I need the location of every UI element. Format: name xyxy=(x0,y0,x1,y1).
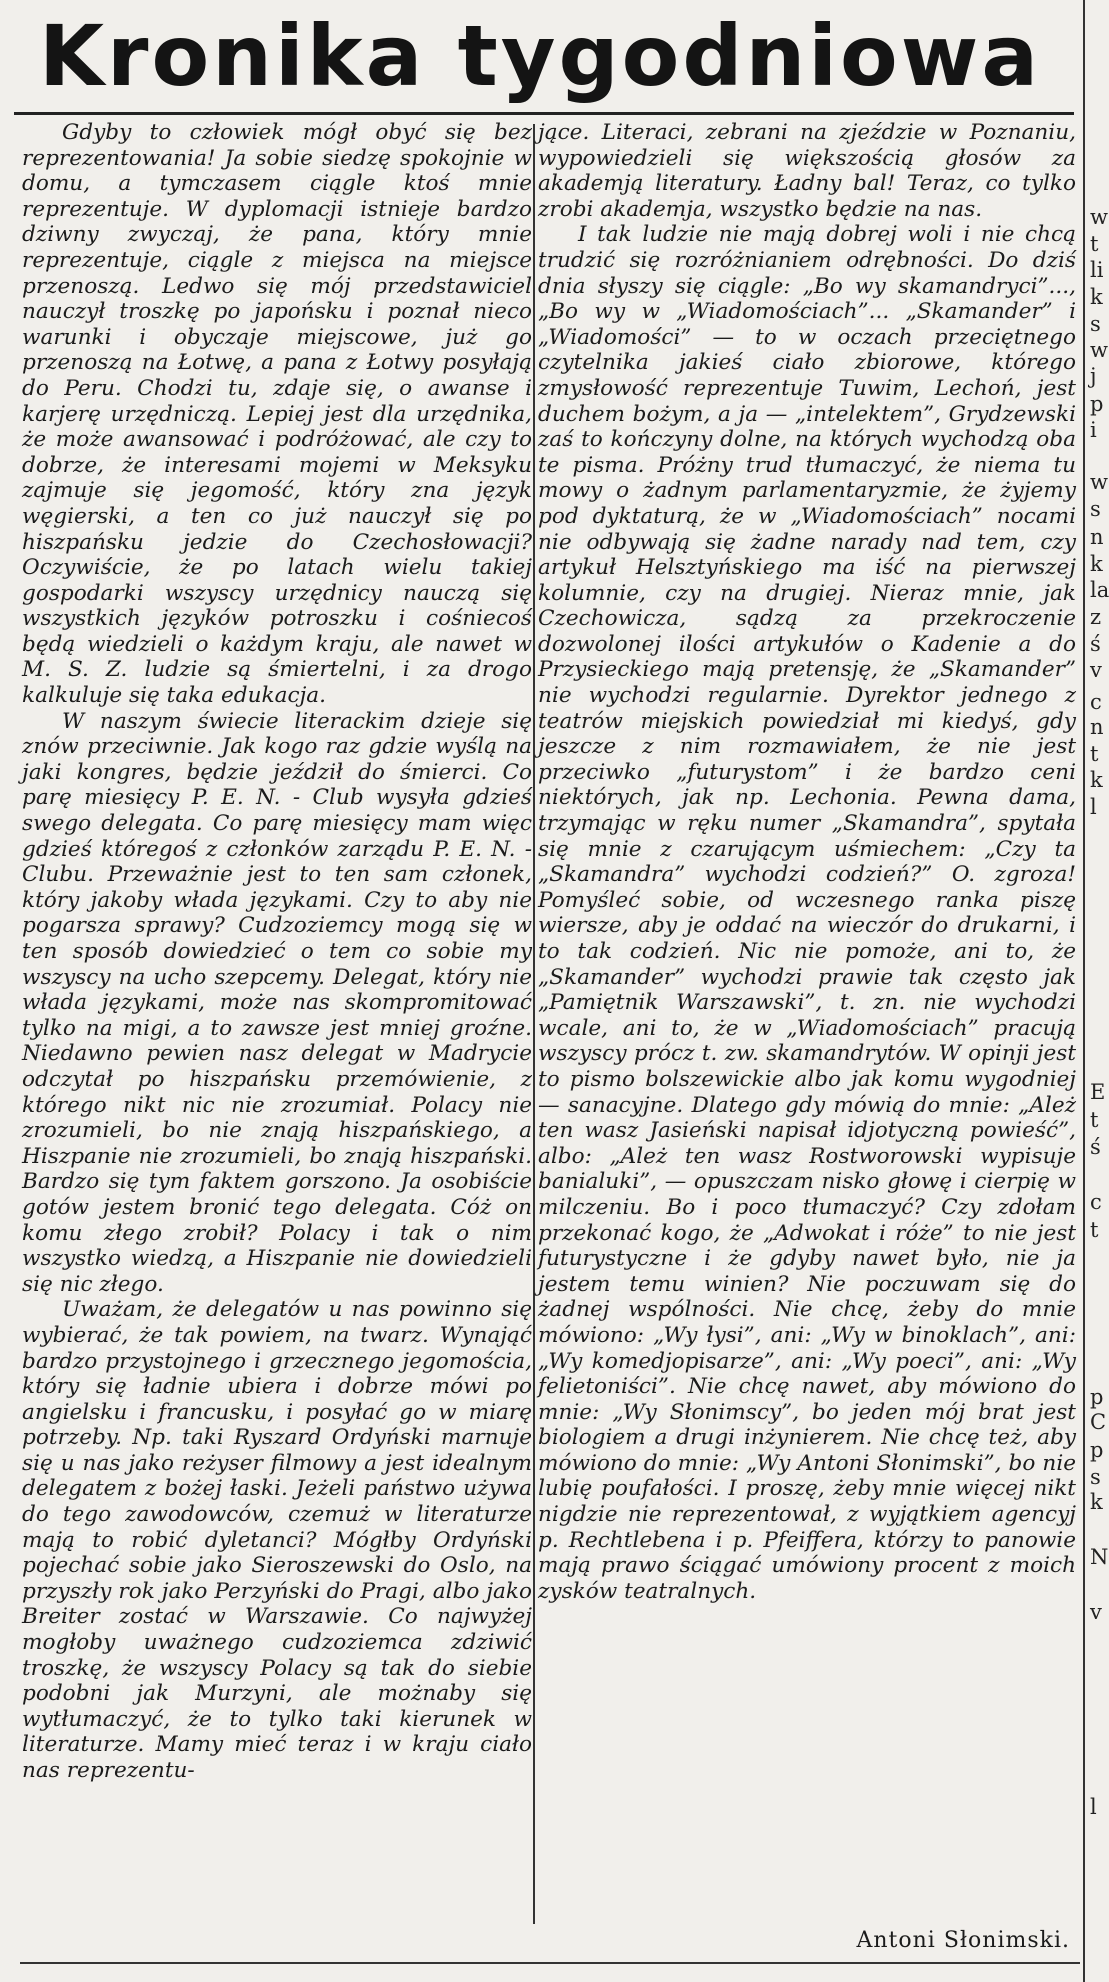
paragraph: W naszym świecie literackim dzieje się znów przeciwnie. Jak kogo raz gdzie wyślą na jaki kongres, będzie jeździł do śmierci. Co parę miesięcy P. E. N. - Club wysyła gdzieś swego delegata. Co parę miesięcy mam więc gdzieś któregoś z członków zarządu P. E. N. - Clubu. Przeważnie jest to ten sam członek, który jakoby włada językami. Czy to aby nie pogarsza sprawy? Cudzoziemcy mogą się w ten sposób dowiedzieć o tem co sobie my wszyscy na ucho szepcemy. Delegat, który nie włada językami, może nas skompromitować tylko na migi, a to zawsze jest mniej groźne. Niedawno pewien nasz delegat w Madrycie odczytał po hiszpańsku przemówienie, z którego nikt nic nie zrozumiał. Polacy nie zrozumieli, bo nie znają hiszpańskiego, a Hiszpanie nie zrozumieli, bo znają hiszpański. Bardzo się tym faktem gorszono. Ja osobiście gotów jestem bronić tego delegata. Cóż on komu złego zrobił? Polacy i tak o nim wszystko wiedzą, a Hiszpanie nie dowiedzieli się nic złego. xyxy=(22,708,532,1297)
column-divider xyxy=(533,124,535,1924)
neighbor-column-fragments xyxy=(1090,0,1109,1982)
edge-fragment: k xyxy=(1090,552,1103,576)
edge-fragment: w xyxy=(1090,470,1108,494)
edge-fragment: la xyxy=(1090,578,1109,602)
edge-fragment: k xyxy=(1090,768,1103,792)
edge-fragment: k xyxy=(1090,1490,1103,1514)
edge-fragment: s xyxy=(1090,1465,1101,1489)
edge-fragment: z xyxy=(1090,605,1102,629)
edge-fragment: E xyxy=(1090,1080,1106,1104)
edge-fragment: n xyxy=(1090,715,1104,739)
edge-fragment: t xyxy=(1090,742,1099,766)
edge-fragment: v xyxy=(1090,1600,1102,1624)
edge-fragment: s xyxy=(1090,497,1101,521)
edge-fragment: p xyxy=(1090,1438,1104,1462)
edge-fragment: ś xyxy=(1090,632,1101,656)
edge-fragment: t xyxy=(1090,1108,1099,1132)
edge-fragment: j xyxy=(1090,364,1097,388)
edge-fragment: w xyxy=(1090,338,1108,362)
edge-fragment: c xyxy=(1090,690,1102,714)
right-edge-rule xyxy=(1083,0,1085,1982)
edge-fragment: C xyxy=(1090,1410,1107,1434)
column-left xyxy=(22,120,532,1784)
edge-fragment: p xyxy=(1090,392,1104,416)
edge-fragment: v xyxy=(1090,658,1102,682)
edge-fragment: N xyxy=(1090,1545,1109,1569)
edge-fragment: n xyxy=(1090,525,1104,549)
headline-rule xyxy=(14,112,1074,115)
edge-fragment: i xyxy=(1090,418,1097,442)
edge-fragment: p xyxy=(1090,1385,1104,1409)
paragraph: I tak ludzie nie mają dobrej woli i nie chcą trudzić się rozróżnianiem odrębności. Do dziś dnia słyszy się ciągle: „Bo wy skamandryci”..., „Bo wy w „Wiadomościach”... „Skamander” i „Wiadomości” — to w oczach przeciętnego czytelnika jakieś ciało zbiorowe, którego zmysłowość reprezentuje Tuwim, Lechoń, jest duchem bożym, a ja — „intelektem”, Grydzewski zaś to kończyny dolne, na których wychodzą oba te pisma. Próżny trud tłumaczyć, że niema tu mowy o żadnym parlamentaryzmie, że żyjemy pod dyktaturą, że w „Wiadomościach” nocami nie odbywają się żadne narady nad tem, czy artykuł Helsztyńskiego ma iść na pierwszej kolumnie, czy na drugiej. Nieraz mnie, jak Czechowicza, sądzą za przekroczenie dozwolonej ilości artykułów o Kadenie a do Przysieckiego mają pretensję, że „Skamander” nie wychodzi regularnie. Dyrektor jednego z teatrów miejskich powiedział mi kiedyś, gdy jeszcze z nim rozmawiałem, że nie jest przeciwko „futurystom” i że bardzo ceni niektórych, jak np. Lechonia. Pewna dama, trzymając w ręku numer „Skamandra”, spytała się mnie z czarującym uśmiechem: „Czy ta „Skamandra” wychodzi codzień?” O. zgroza! Pomyśleć sobie, od wczesnego ranka piszę wiersze, aby je oddać na wieczór do drukarni, i to tak codzień. Nic nie pomoże, ani to, że „Skamander” wychodzi prawie tak często jak „Pamiętnik Warszawski”, t. zn. nie wychodzi wcale, ani to, że w „Wiadomościach” pracują wszyscy prócz t. zw. skamandrytów. W opinji jest to pismo bolszewickie albo jak komu wygodniej — sanacyjne. Dlatego gdy mówią do mnie: „Ależ ten wasz Jasieński napisał idjotyczną powieść”, albo: „Ależ ten wasz Rostworowski wypisuje banialuki”, — opuszczam nisko głowę i cierpię w milczeniu. Bo i poco tłumaczyć? Czy zdołam przekonać kogo, że „Adwokat i róże” to nie jest futurystyczne i że gdyby nawet było, nie ja jestem temu winien? Nie poczuwam się do żadnej wspólności. Nie chcę, żeby do mnie mówiono: „Wy łysi”, ani: „Wy w binoklach”, ani: „Wy komedjopisarze”, ani: „Wy poeci”, ani: „Wy felietoniści”. Nie chcę nawet, aby mówiono do mnie: „Wy Słonimscy”, bo jeden mój brat jest biologiem a drugi inżynierem. Nie chcę też, aby mówiono do mnie: „Wy Antoni Słonimski”, bo nie lubię poufałości. I proszę, żeby mnie więcej nikt nigdzie nie reprezentował, z wyjątkiem agencyj p. Rechtlebena i p. Pfeiffera, którzy to panowie mają prawo ściągać umówiony procent z moich zysków teatralnych. xyxy=(538,222,1076,1604)
edge-fragment: t xyxy=(1090,1218,1099,1242)
edge-fragment: w xyxy=(1090,205,1108,229)
edge-fragment: s xyxy=(1090,312,1101,336)
paragraph: jące. Literaci, zebrani na zjeździe w Poznaniu, wypowiedzieli się większością głosów za akademją literatury. Ładny bal! Teraz, co tylko zrobi akademja, wszystko będzie na nas. xyxy=(538,120,1076,222)
edge-fragment: k xyxy=(1090,285,1103,309)
headline: Kronika tygodniowa xyxy=(38,7,1042,105)
edge-fragment: l xyxy=(1090,795,1097,819)
author-signature: Antoni Słonimski. xyxy=(856,1928,1070,1953)
paragraph: Uważam, że delegatów u nas powinno się wybierać, że tak powiem, na twarz. Wynająć bardzo przystojnego i grzecznego jegomościa, który się ładnie ubiera i dobrze mówi po angielsku i francusku, i posyłać go w miarę potrzeby. Np. taki Ryszard Ordyński marnuje się u nas jako reżyser filmowy a jest idealnym delegatem z bożej łaski. Jeżeli państwo używa do tego zawodowców, czemuż w literaturze mają to robić dyletanci? Mógłby Ordyński pojechać sobie jako Sieroszewski do Oslo, na przyszły rok jako Perzyński do Pragi, albo jako Breiter zostać w Warszawie. Co najwyżej mogłoby uważnego cudzoziemca zdziwić troszkę, że wszyscy Polacy są tak do siebie podobni jak Murzyni, ale możnaby się wytłumaczyć, że to tylko taki kierunek w literaturze. Mamy mieć teraz i w kraju ciało nas reprezentu- xyxy=(22,1297,532,1783)
column-right xyxy=(538,120,1076,1604)
edge-fragment: ś xyxy=(1090,1135,1101,1159)
paragraph: Gdyby to człowiek mógł obyć się bez reprezentowania! Ja sobie siedzę spokojnie w domu, a tymczasem ciągle ktoś mnie reprezentuje. W dyplomacji istnieje bardzo dziwny zwyczaj, że pana, który mnie reprezentuje, ciągle z miejsca na miejsce przenoszą. Ledwo się mój przedstawiciel nauczył troszkę po japońsku i poznał nieco warunki i obyczaje miejscowe, już go przenoszą na Łotwę, a pana z Łotwy posyłają do Peru. Chodzi tu, zdaje się, o awanse i karjerę urzędniczą. Lepiej jest dla urzędnika, że może awansować i podróżować, ale czy to dobrze, że interesami mojemi w Meksyku zajmuje się jegomość, który zna język węgierski, a ten co już nauczył się po hiszpańsku jedzie do Czechosłowacji? Oczywiście, że po latach wielu takiej gospodarki wszyscy urzędnicy nauczą się wszystkich języków potroszku i cośniecoś będą wiedzieli o każdym kraju, ale nawet w M. S. Z. ludzie są śmiertelni, i za drogo kalkuluje się taka edukacja. xyxy=(22,120,532,709)
bottom-rule xyxy=(20,1962,1080,1964)
edge-fragment: t xyxy=(1090,232,1099,256)
edge-fragment: l xyxy=(1090,1795,1097,1819)
edge-fragment: c xyxy=(1090,1190,1102,1214)
edge-fragment: li xyxy=(1090,258,1104,282)
